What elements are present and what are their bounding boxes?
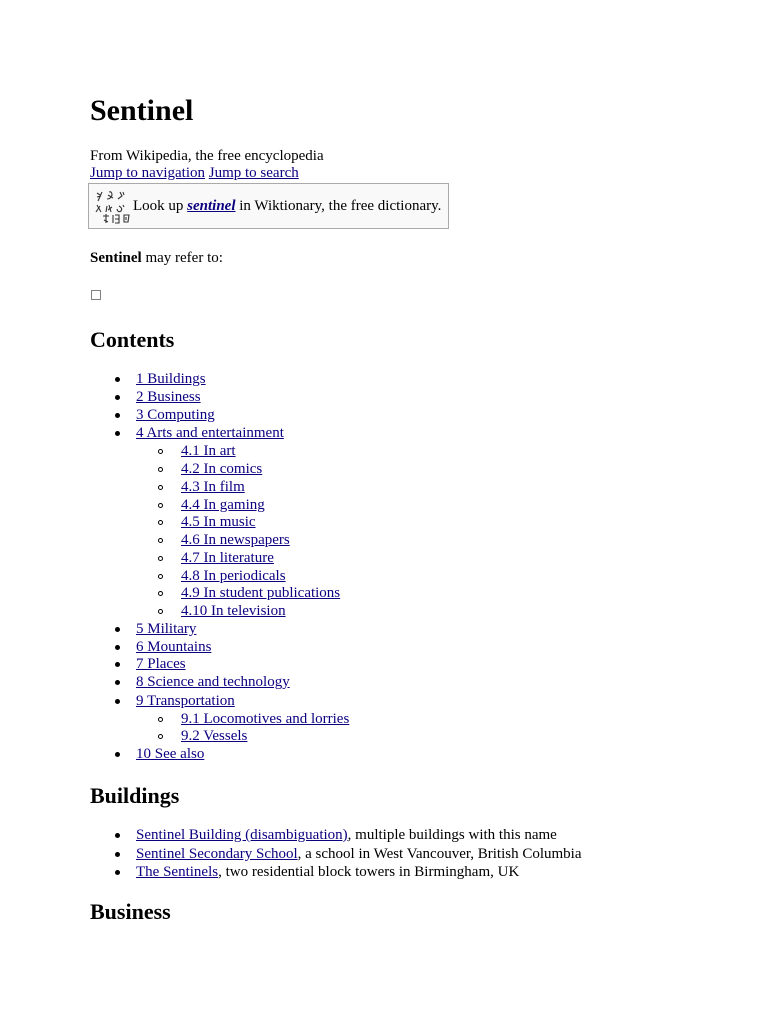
list-item [136,845,582,863]
toc-bullet [115,752,120,757]
toc-sub-bullet [158,591,163,596]
toc-bullet [115,627,120,632]
wiktionary-logo-icon [93,187,133,227]
wiktionary-suffix: in Wiktionary, the free dictionary. [235,198,442,214]
section-heading-buildings: Buildings [90,783,180,808]
wiktionary-box [88,183,449,229]
list-bullet [115,833,120,838]
toc-sub-bullet [158,449,163,454]
intro-text [90,249,223,267]
toc-sub-bullet [158,467,163,472]
list-bullet [115,852,120,857]
intro-rest: may refer to: [141,250,223,266]
toc-link[interactable]: 4.5 In music [181,514,256,530]
contents-heading: Contents [90,327,175,352]
toc-link[interactable]: 9 Transportation [136,693,235,709]
toc-link[interactable]: 4.3 In film [181,479,245,495]
toc-link[interactable]: 4.1 In art [181,443,236,459]
list-item [136,863,519,881]
page-title: Sentinel [90,94,194,127]
toc-bullet [115,431,120,436]
list-item-link[interactable]: The Sentinels [136,864,219,880]
toc-bullet [115,662,120,667]
jump-to-navigation-link[interactable]: Jump to navigation [90,165,205,181]
toc-link[interactable]: 4.8 In periodicals [181,568,286,584]
toc-link[interactable]: 8 Science and technology [136,674,290,690]
toc-link[interactable]: 5 Military [136,621,197,637]
toc-sub-bullet [158,503,163,508]
toc-sub-bullet [158,520,163,525]
toc-sub-bullet [158,574,163,579]
toc-link[interactable]: 3 Computing [136,407,215,423]
toc-bullet [115,699,120,704]
wiktionary-prefix: Look up [133,198,188,214]
toc-link[interactable]: 4.9 In student publications [181,585,341,601]
list-item-description: , multiple buildings with this name [347,827,557,843]
intro-bold: Sentinel [90,250,142,266]
wiktionary-term-link[interactable]: sentinel [187,198,236,214]
toc-link[interactable]: 4.2 In comics [181,461,263,477]
list-item-link[interactable]: Sentinel Secondary School [136,846,298,862]
toc-bullet [115,377,120,382]
toc-link[interactable]: 7 Places [136,656,186,672]
list-bullet [115,870,120,875]
list-item [136,826,557,844]
toc-sub-bullet [158,556,163,561]
jump-links [90,164,299,182]
toc-bullet [115,680,120,685]
section-heading-business: Business [90,899,171,924]
toc-link[interactable]: 4.6 In newspapers [181,532,290,548]
toc-bullet [115,395,120,400]
list-item-description: , a school in West Vancouver, British Columbia [297,846,582,862]
toc-link[interactable]: 6 Mountains [136,639,212,655]
tagline: From Wikipedia, the free encyclopedia [90,148,324,164]
toc-sub-bullet [158,609,163,614]
toc-bullet [115,413,120,418]
toc-link[interactable]: 1 Buildings [136,371,206,387]
toc-link[interactable]: 10 See also [136,746,205,762]
toc-sub-bullet [158,717,163,722]
toc-link[interactable]: 9.2 Vessels [181,728,248,744]
toc-sub-bullet [158,538,163,543]
toc-bullet [115,645,120,650]
toc-link[interactable]: 4.10 In television [181,603,286,619]
toc-sub-bullet [158,485,163,490]
toc-toggle-checkbox[interactable] [91,290,101,300]
toc-link[interactable]: 4 Arts and entertainment [136,425,284,441]
jump-to-search-link[interactable]: Jump to search [208,165,299,181]
toc-link[interactable]: 4.7 In literature [181,550,274,566]
list-item-description: , two residential block towers in Birmingham, UK [218,864,520,880]
toc-link[interactable]: 2 Business [136,389,201,405]
wiktionary-text [133,197,441,215]
toc-sub-bullet [158,734,163,739]
toc-link[interactable]: 9.1 Locomotives and lorries [181,711,350,727]
toc-link[interactable]: 4.4 In gaming [181,497,265,513]
list-item-link[interactable]: Sentinel Building (disambiguation) [136,827,348,843]
